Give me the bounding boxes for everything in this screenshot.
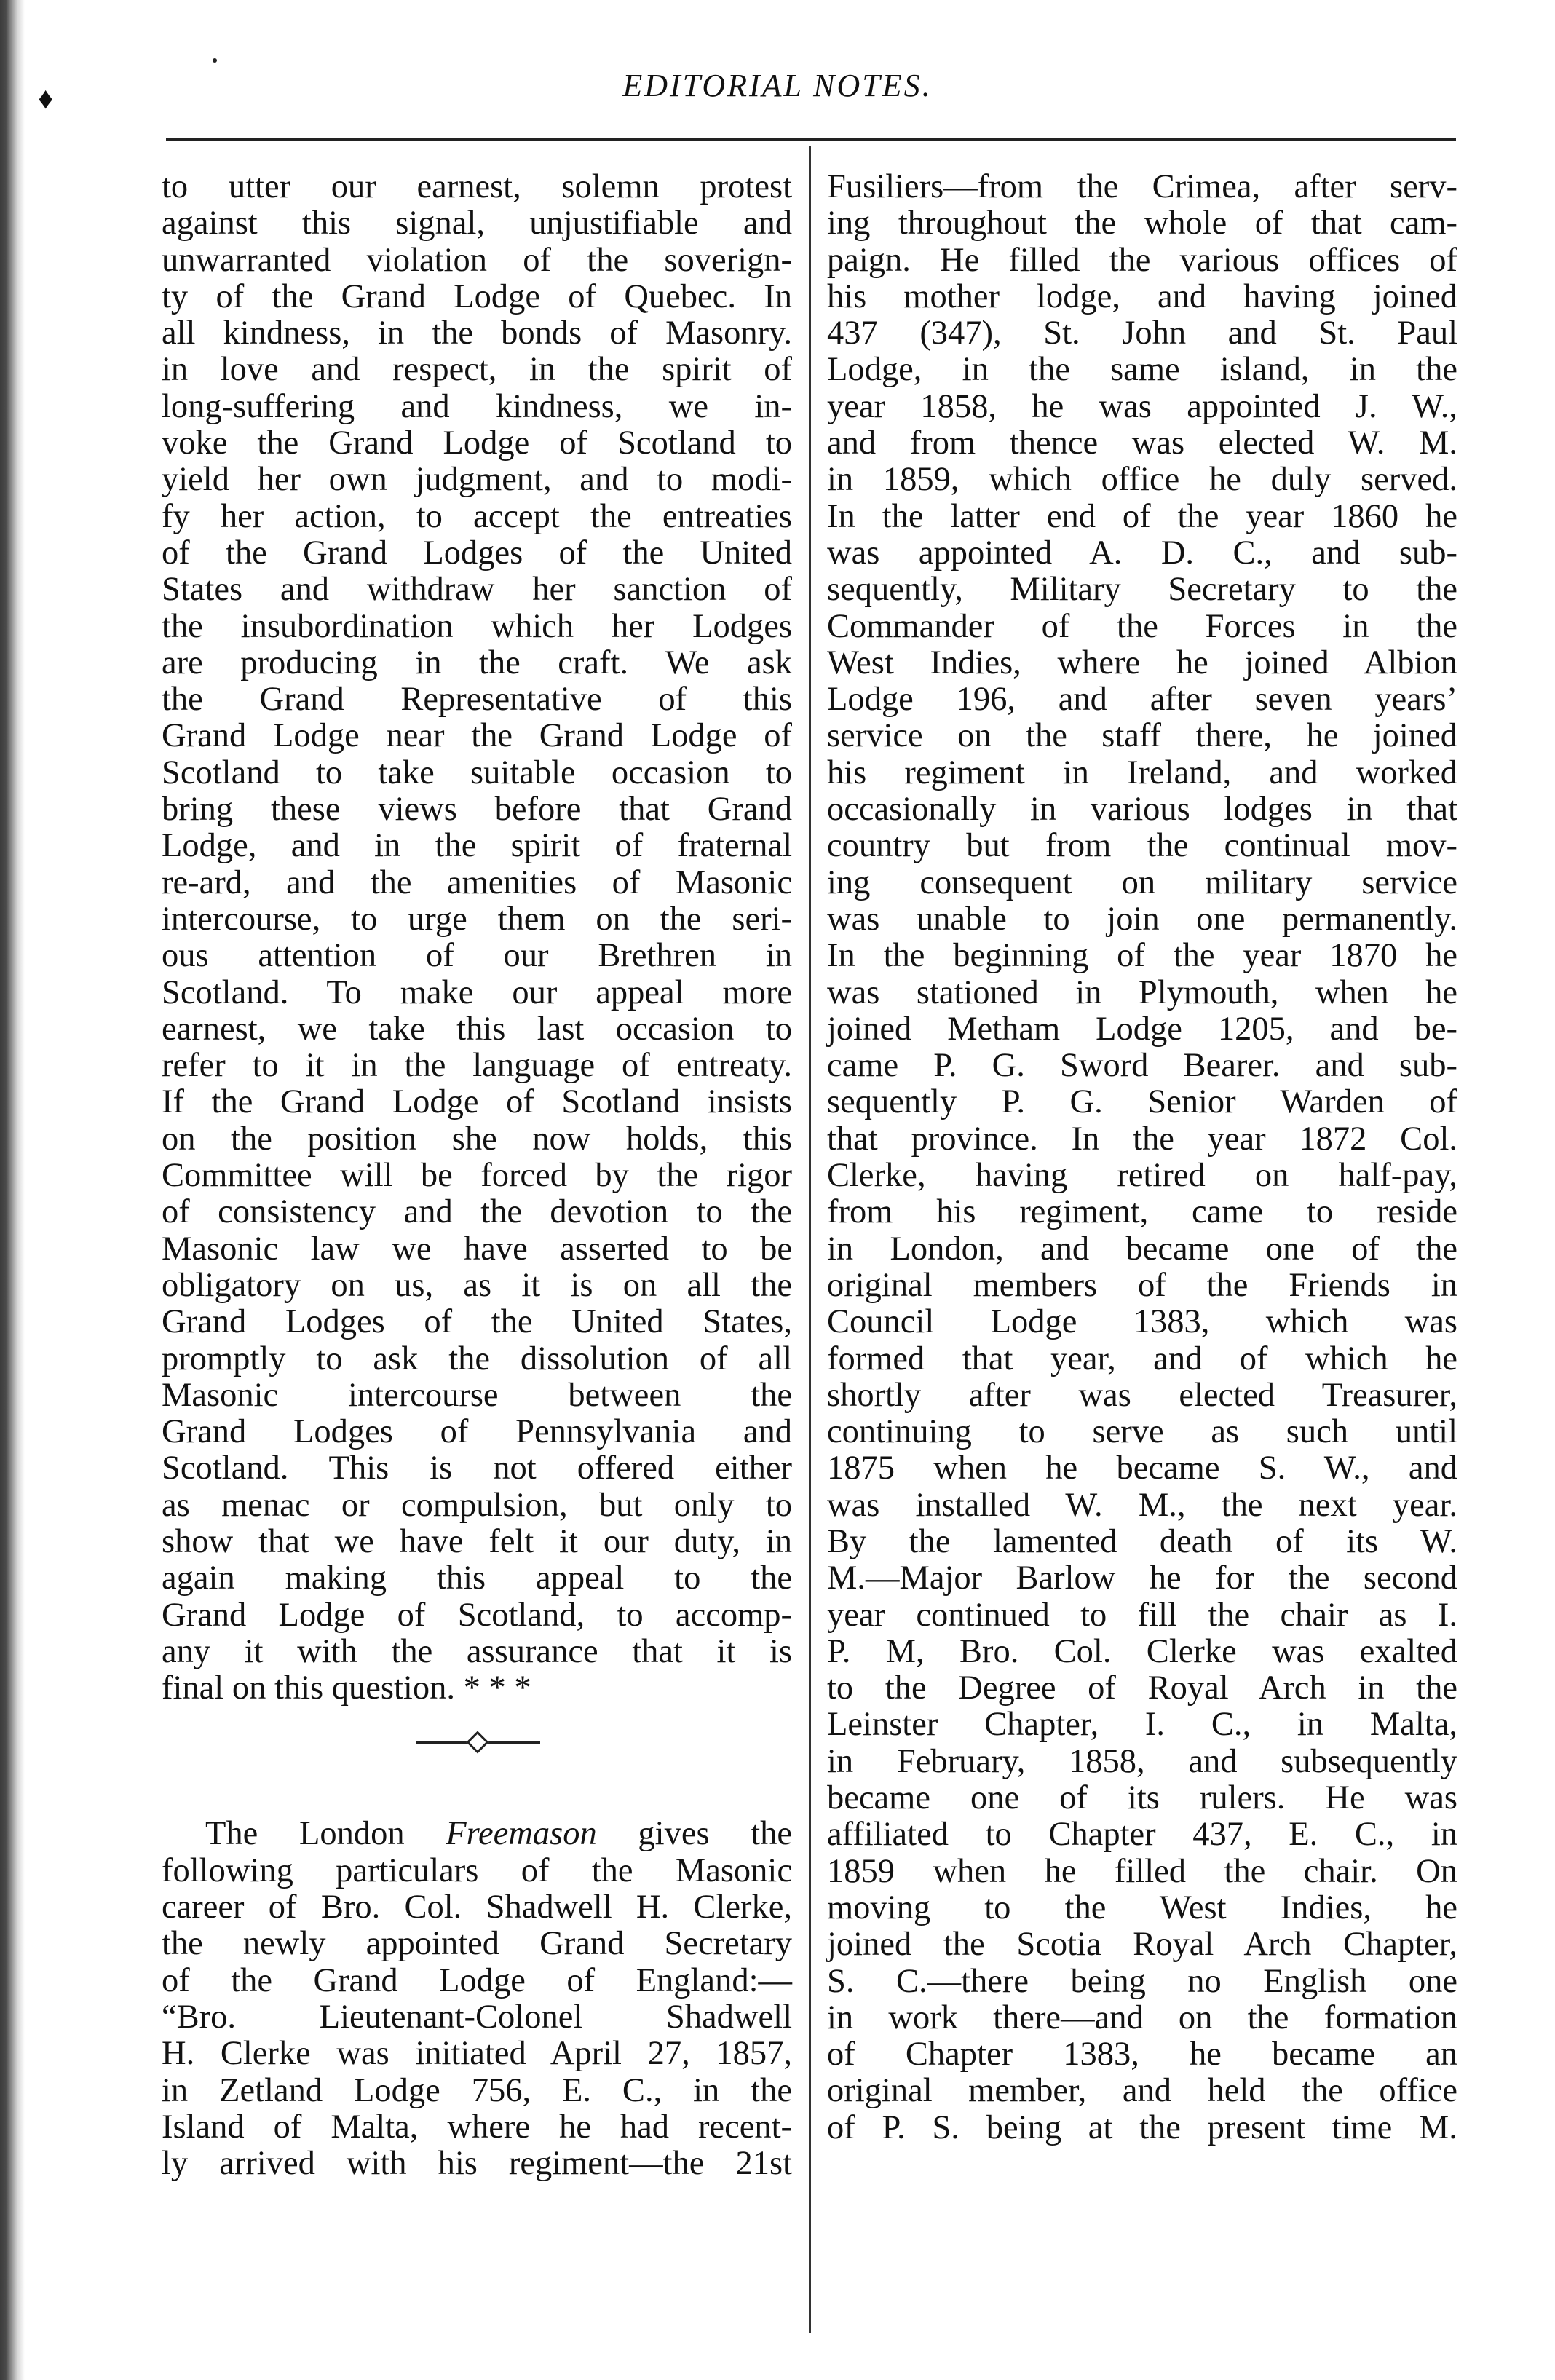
text-line: to utter our earnest, solemn protest [162, 168, 792, 205]
text-line: became one of its rulers. He was [827, 1779, 1457, 1817]
text-line: as menac or compulsion, but only to [162, 1486, 792, 1524]
text-line: to the Degree of Royal Arch in the [827, 1669, 1457, 1707]
text-line: Masonic law we have asserted to be [162, 1230, 792, 1268]
text-line: original member, and held the office [827, 2072, 1457, 2110]
text-line: ty of the Grand Lodge of Quebec. In [162, 277, 792, 315]
text-line: In the latter end of the year 1860 he [827, 497, 1457, 535]
text-line: was installed W. M., the next year. [827, 1486, 1457, 1524]
text-line: Grand Lodges of the United States, [162, 1303, 792, 1341]
text-line: obligatory on us, as it is on all the [162, 1266, 792, 1304]
header-rule [166, 138, 1456, 141]
text-line: in work there—and on the formation [827, 1999, 1457, 2036]
text-line: the insubordination which her Lodges [162, 607, 792, 645]
text-line: final on this question. * * * [162, 1669, 531, 1707]
text-line: shortly after was elected Treasurer, [827, 1376, 1457, 1414]
text-line: Grand Lodge of Scotland, to accomp- [162, 1596, 792, 1634]
text-line: again making this appeal to the [162, 1559, 792, 1597]
text-line: in Zetland Lodge 756, E. C., in the [162, 2071, 792, 2109]
text-line: was unable to join one permanently. [827, 900, 1457, 938]
text-line: of the Grand Lodge of England:— [162, 1961, 792, 1999]
text-line: Grand Lodges of Pennsylvania and [162, 1413, 792, 1451]
text-line: sequently P. G. Senior Warden of [827, 1083, 1457, 1121]
text-line: his regiment in Ireland, and worked [827, 754, 1457, 791]
text-line: Grand Lodge near the Grand Lodge of [162, 717, 792, 755]
publication-name: Freemason [446, 1815, 597, 1853]
text-line: Island of Malta, where he had recent- [162, 2108, 792, 2146]
running-title: EDITORIAL NOTES. [622, 68, 933, 103]
text-line: West Indies, where he joined Albion [827, 644, 1457, 681]
text-line: of consistency and the devotion to the [162, 1193, 792, 1231]
text-line: Scotland. This is not offered either [162, 1450, 792, 1487]
text-line: promptly to ask the dissolution of all [162, 1340, 792, 1377]
text-line: bring these views before that Grand [162, 791, 792, 829]
text-line: in love and respect, in the spirit of [162, 351, 792, 389]
text-line: formed that year, and of which he [827, 1340, 1457, 1377]
text-line: in London, and became one of the [827, 1230, 1457, 1268]
text-line [162, 1816, 792, 1852]
text-line: States and withdraw her sanction of [162, 571, 792, 609]
text-line: of P. S. being at the present time M. [827, 2108, 1457, 2146]
text-line: Fusiliers—from the Crimea, after serv- [827, 168, 1457, 205]
text-line: joined Metham Lodge 1205, and be- [827, 1010, 1457, 1048]
text-fragment: The London [205, 1815, 405, 1853]
text-line: If the Grand Lodge of Scotland insists [162, 1083, 792, 1121]
text-line: following particulars of the Masonic [162, 1851, 792, 1889]
text-line: earnest, we take this last occasion to [162, 1010, 792, 1048]
text-line: country but from the continual mov- [827, 827, 1457, 865]
text-line: was appointed A. D. C., and sub- [827, 534, 1457, 572]
text-line: “Bro. Lieutenant-Colonel Shadwell [162, 1998, 792, 2036]
text-line: ly arrived with his regiment—the 21st [162, 2145, 792, 2183]
text-line: the Grand Representative of this [162, 681, 792, 719]
text-line: Committee will be forced by the rigor [162, 1157, 792, 1195]
margin-mark: ♦ [38, 82, 54, 116]
text-line: unwarranted violation of the soverign- [162, 241, 792, 279]
protest-paragraph [162, 169, 792, 1707]
left-column [162, 169, 792, 2182]
text-line: S. C.—there being no English one [827, 1962, 1457, 2000]
text-line: Leinster Chapter, I. C., in Malta, [827, 1706, 1457, 1744]
text-line: show that we have felt it our duty, in [162, 1522, 792, 1560]
text-line: all kindness, in the bonds of Masonry. [162, 315, 792, 352]
text-line: occasionally in various lodges in that [827, 791, 1457, 829]
right-column [827, 169, 1457, 2146]
text-line: Scotland to take suitable occasion to [162, 754, 792, 791]
text-line: re-ard, and the amenities of Masonic [162, 863, 792, 901]
scanned-page-edge [0, 0, 25, 2380]
text-line: came P. G. Sword Bearer. and sub- [827, 1047, 1457, 1085]
text-line: original members of the Friends in [827, 1266, 1457, 1304]
text-line: in 1859, which office he duly served. [827, 461, 1457, 499]
text-line: service on the staff there, he joined [827, 717, 1457, 755]
text-line: career of Bro. Col. Shadwell H. Clerke, [162, 1889, 792, 1926]
text-line: refer to it in the language of entreaty. [162, 1047, 792, 1085]
text-line: the newly appointed Grand Secretary [162, 1925, 792, 1963]
text-line: sequently, Military Secretary to the [827, 571, 1457, 609]
text-line: Commander of the Forces in the [827, 607, 1457, 645]
text-line: his mother lodge, and having joined [827, 277, 1457, 315]
text-line: ing throughout the whole of that cam- [827, 205, 1457, 242]
text-line: ous attention of our Brethren in [162, 937, 792, 975]
text-fragment: gives the [638, 1815, 793, 1853]
text-line: was stationed in Plymouth, when he [827, 973, 1457, 1011]
column-divider [809, 146, 811, 2333]
text-line: fy her action, to accept the entreaties [162, 497, 792, 535]
text-line: any it with the assurance that it is [162, 1632, 792, 1670]
text-line: on the position she now holds, this [162, 1120, 792, 1158]
text-line: that province. In the year 1872 Col. [827, 1120, 1457, 1158]
ink-speck [213, 58, 217, 63]
text-line: year continued to fill the chair as I. [827, 1596, 1457, 1634]
text-line: Scotland. To make our appeal more [162, 973, 792, 1011]
text-line: paign. He filled the various offices of [827, 241, 1457, 279]
text-line: affiliated to Chapter 437, E. C., in [827, 1816, 1457, 1854]
text-line: of Chapter 1383, he became an [827, 2036, 1457, 2073]
section-divider-ornament [162, 1707, 792, 1816]
text-line: By the lamented death of its W. [827, 1522, 1457, 1560]
text-line: moving to the West Indies, he [827, 1889, 1457, 1926]
text-line: and from thence was elected W. M. [827, 424, 1457, 462]
text-line: 1875 when he became S. W., and [827, 1450, 1457, 1487]
text-line: 437 (347), St. John and St. Paul [827, 315, 1457, 352]
text-line: Lodge, in the same island, in the [827, 351, 1457, 389]
text-line: yield her own judgment, and to modi- [162, 461, 792, 499]
diamond-icon [466, 1731, 488, 1754]
text-line: ing consequent on military service [827, 863, 1457, 901]
text-line: Lodge 196, and after seven years’ [827, 681, 1457, 719]
text-line: from his regiment, came to reside [827, 1193, 1457, 1231]
text-line: voke the Grand Lodge of Scotland to [162, 424, 792, 462]
text-line: Masonic intercourse between the [162, 1376, 792, 1414]
text-line: year 1858, he was appointed J. W., [827, 387, 1457, 425]
text-line: are producing in the craft. We ask [162, 644, 792, 681]
text-line: Lodge, and in the spirit of fraternal [162, 827, 792, 865]
text-line: joined the Scotia Royal Arch Chapter, [827, 1926, 1457, 1964]
text-line: continuing to serve as such until [827, 1413, 1457, 1451]
text-line: in February, 1858, and subsequently [827, 1742, 1457, 1780]
text-line: intercourse, to urge them on the seri- [162, 900, 792, 938]
text-line: Council Lodge 1383, which was [827, 1303, 1457, 1341]
text-line: long-suffering and kindness, we in- [162, 387, 792, 425]
text-line: In the beginning of the year 1870 he [827, 937, 1457, 975]
text-line: Clerke, having retired on half-pay, [827, 1157, 1457, 1195]
freemason-paragraph [162, 1816, 792, 2182]
text-line: M.—Major Barlow he for the second [827, 1559, 1457, 1597]
text-line: against this signal, unjustifiable and [162, 205, 792, 242]
text-line: 1859 when he filled the chair. On [827, 1852, 1457, 1890]
text-line: P. M, Bro. Col. Clerke was exalted [827, 1632, 1457, 1670]
text-line: of the Grand Lodges of the United [162, 534, 792, 572]
text-line: H. Clerke was initiated April 27, 1857, [162, 2035, 792, 2073]
